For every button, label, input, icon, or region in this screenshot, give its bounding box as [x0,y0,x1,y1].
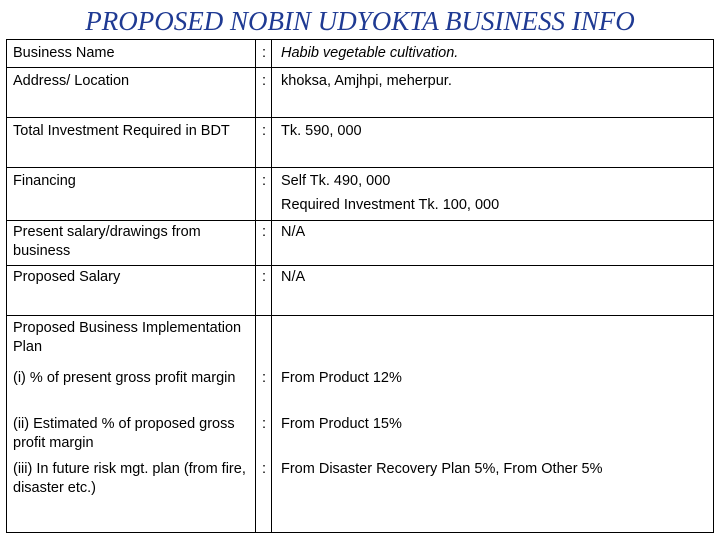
row-divider [6,67,714,68]
present-salary-value: N/A [281,224,306,240]
proposed-salary-value: N/A [281,269,306,285]
colon: : [262,73,267,89]
total-investment-label: Total Investment Required in BDT [13,123,230,139]
colon: : [262,370,267,386]
financing-self-value: Self Tk. 490, 000 [281,173,391,189]
present-salary-label: Present salary/drawings from business [13,224,201,259]
row-divider [6,315,714,316]
colon: : [262,45,267,61]
page-title: PROPOSED NOBIN UDYOKTA BUSINESS INFO [85,6,635,36]
column-divider [271,39,272,533]
colon: : [262,123,267,139]
business-name-value: Habib vegetable cultivation. [281,45,459,61]
financing-required-value: Required Investment Tk. 100, 000 [281,197,500,213]
colon: : [262,416,267,432]
colon: : [262,173,267,189]
colon: : [262,269,267,285]
total-investment-value: Tk. 590, 000 [281,123,362,139]
present-gross-profit-value: From Product 12% [281,370,402,386]
row-divider [6,220,714,221]
financing-value [281,172,711,215]
row-divider [6,265,714,266]
column-divider [255,39,256,533]
address-value: khoksa, Amjhpi, meherpur. [281,73,452,89]
risk-management-label: (iii) In future risk mgt. plan (from fire, disaster etc.) [13,461,246,496]
financing-label: Financing [13,173,76,189]
risk-management-value: From Disaster Recovery Plan 5%, From Other 5% [281,461,603,477]
proposed-salary-label: Proposed Salary [13,269,121,285]
row-divider [6,167,714,168]
business-name-label: Business Name [13,45,115,61]
estimated-gross-profit-value: From Product 15% [281,416,402,432]
present-gross-profit-label: (i) % of present gross profit margin [13,370,236,386]
address-label: Address/ Location [13,73,130,89]
implementation-plan-label: Proposed Business Implementation Plan [13,320,242,355]
colon: : [262,224,267,240]
row-divider [6,117,714,118]
colon: : [262,461,267,477]
estimated-gross-profit-label: (ii) Estimated % of proposed gross profit margin [13,416,235,451]
